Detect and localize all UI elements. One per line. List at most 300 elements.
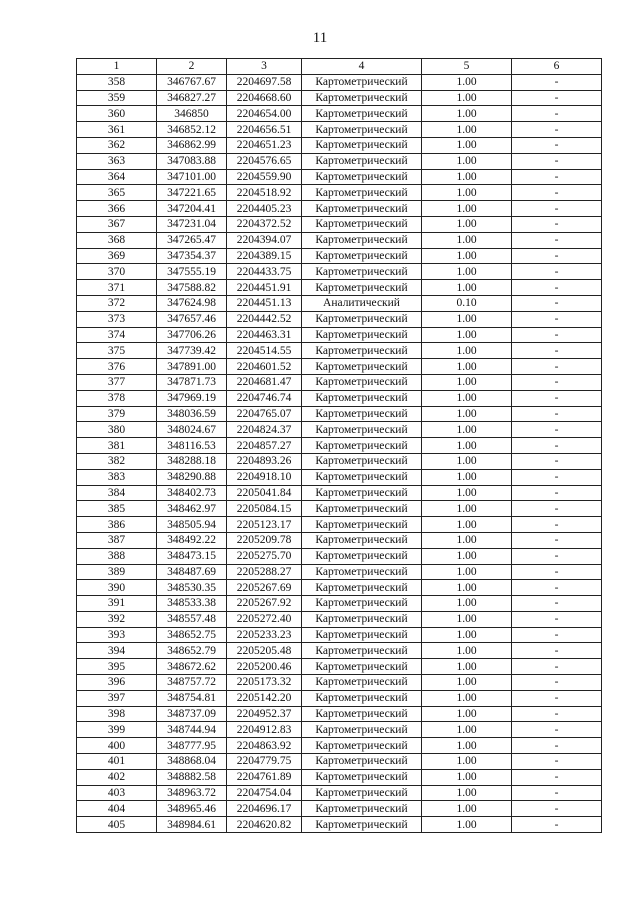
cell-y-coordinate: 2205084.15 [227, 501, 302, 517]
cell-x-coordinate: 348868.04 [157, 754, 227, 770]
cell-accuracy: 1.00 [422, 564, 512, 580]
cell-accuracy: 1.00 [422, 248, 512, 264]
cell-accuracy: 1.00 [422, 706, 512, 722]
cell-note: - [512, 643, 602, 659]
cell-note: - [512, 295, 602, 311]
table-row [77, 564, 602, 580]
table-row [77, 406, 602, 422]
cell-y-coordinate: 2204668.60 [227, 90, 302, 106]
cell-x-coordinate: 347265.47 [157, 232, 227, 248]
cell-accuracy: 1.00 [422, 754, 512, 770]
cell-point-number: 359 [77, 90, 157, 106]
table-row [77, 596, 602, 612]
cell-y-coordinate: 2205209.78 [227, 532, 302, 548]
cell-y-coordinate: 2204761.89 [227, 769, 302, 785]
cell-point-number: 360 [77, 106, 157, 122]
cell-note: - [512, 611, 602, 627]
cell-method: Картометрический [302, 738, 422, 754]
cell-x-coordinate: 348754.81 [157, 690, 227, 706]
cell-method: Картометрический [302, 122, 422, 138]
cell-accuracy: 1.00 [422, 643, 512, 659]
cell-note: - [512, 485, 602, 501]
table-row [77, 769, 602, 785]
cell-accuracy: 1.00 [422, 690, 512, 706]
cell-point-number: 372 [77, 295, 157, 311]
column-header: 4 [302, 59, 422, 75]
cell-x-coordinate: 348473.15 [157, 548, 227, 564]
cell-method: Картометрический [302, 754, 422, 770]
cell-accuracy: 1.00 [422, 675, 512, 691]
cell-x-coordinate: 347588.82 [157, 280, 227, 296]
table-row [77, 359, 602, 375]
cell-x-coordinate: 348672.62 [157, 659, 227, 675]
cell-accuracy: 1.00 [422, 185, 512, 201]
cell-method: Картометрический [302, 422, 422, 438]
cell-point-number: 358 [77, 74, 157, 90]
cell-method: Картометрический [302, 469, 422, 485]
page-number: 11 [312, 30, 328, 46]
cell-point-number: 398 [77, 706, 157, 722]
cell-y-coordinate: 2205233.23 [227, 627, 302, 643]
cell-x-coordinate: 348652.79 [157, 643, 227, 659]
cell-x-coordinate: 347871.73 [157, 374, 227, 390]
cell-x-coordinate: 347221.65 [157, 185, 227, 201]
cell-x-coordinate: 347969.19 [157, 390, 227, 406]
cell-method: Картометрический [302, 374, 422, 390]
cell-accuracy: 1.00 [422, 153, 512, 169]
cell-note: - [512, 438, 602, 454]
cell-y-coordinate: 2205272.40 [227, 611, 302, 627]
cell-note: - [512, 706, 602, 722]
table-row [77, 343, 602, 359]
cell-x-coordinate: 348963.72 [157, 785, 227, 801]
cell-x-coordinate: 348024.67 [157, 422, 227, 438]
table-row [77, 438, 602, 454]
cell-accuracy: 1.00 [422, 169, 512, 185]
cell-point-number: 396 [77, 675, 157, 691]
table-row [77, 754, 602, 770]
cell-y-coordinate: 2205275.70 [227, 548, 302, 564]
cell-x-coordinate: 348744.94 [157, 722, 227, 738]
cell-note: - [512, 264, 602, 280]
cell-method: Картометрический [302, 627, 422, 643]
cell-y-coordinate: 2204389.15 [227, 248, 302, 264]
cell-y-coordinate: 2204651.23 [227, 137, 302, 153]
cell-x-coordinate: 347354.37 [157, 248, 227, 264]
cell-y-coordinate: 2205123.17 [227, 517, 302, 533]
cell-accuracy: 1.00 [422, 580, 512, 596]
cell-x-coordinate: 348965.46 [157, 801, 227, 817]
cell-accuracy: 1.00 [422, 548, 512, 564]
cell-method: Картометрический [302, 517, 422, 533]
cell-y-coordinate: 2204576.65 [227, 153, 302, 169]
cell-note: - [512, 311, 602, 327]
cell-y-coordinate: 2204696.17 [227, 801, 302, 817]
cell-y-coordinate: 2204405.23 [227, 201, 302, 217]
cell-method: Картометрический [302, 801, 422, 817]
cell-y-coordinate: 2205267.92 [227, 596, 302, 612]
cell-note: - [512, 469, 602, 485]
cell-method: Картометрический [302, 343, 422, 359]
cell-method: Картометрический [302, 785, 422, 801]
cell-accuracy: 1.00 [422, 406, 512, 422]
table-row [77, 106, 602, 122]
cell-accuracy: 1.00 [422, 438, 512, 454]
table-row [77, 532, 602, 548]
cell-accuracy: 1.00 [422, 801, 512, 817]
cell-point-number: 381 [77, 438, 157, 454]
cell-point-number: 370 [77, 264, 157, 280]
cell-accuracy: 1.00 [422, 74, 512, 90]
cell-point-number: 374 [77, 327, 157, 343]
cell-point-number: 393 [77, 627, 157, 643]
cell-x-coordinate: 346850 [157, 106, 227, 122]
cell-accuracy: 1.00 [422, 627, 512, 643]
cell-method: Картометрический [302, 232, 422, 248]
cell-point-number: 362 [77, 137, 157, 153]
table-row [77, 137, 602, 153]
cell-note: - [512, 422, 602, 438]
coordinates-table [76, 58, 602, 833]
cell-y-coordinate: 2204451.91 [227, 280, 302, 296]
cell-y-coordinate: 2204912.83 [227, 722, 302, 738]
cell-x-coordinate: 347657.46 [157, 311, 227, 327]
cell-y-coordinate: 2205205.48 [227, 643, 302, 659]
cell-accuracy: 1.00 [422, 327, 512, 343]
cell-x-coordinate: 348530.35 [157, 580, 227, 596]
cell-x-coordinate: 348882.58 [157, 769, 227, 785]
cell-point-number: 377 [77, 374, 157, 390]
cell-accuracy: 1.00 [422, 122, 512, 138]
cell-method: Картометрический [302, 359, 422, 375]
cell-point-number: 378 [77, 390, 157, 406]
table-row [77, 517, 602, 533]
cell-x-coordinate: 348652.75 [157, 627, 227, 643]
cell-y-coordinate: 2205041.84 [227, 485, 302, 501]
cell-accuracy: 1.00 [422, 785, 512, 801]
cell-method: Картометрический [302, 675, 422, 691]
table-row [77, 485, 602, 501]
cell-point-number: 395 [77, 659, 157, 675]
cell-x-coordinate: 347101.00 [157, 169, 227, 185]
cell-method: Картометрический [302, 169, 422, 185]
cell-point-number: 388 [77, 548, 157, 564]
cell-accuracy: 1.00 [422, 517, 512, 533]
table-row [77, 422, 602, 438]
cell-point-number: 390 [77, 580, 157, 596]
cell-y-coordinate: 2204918.10 [227, 469, 302, 485]
cell-method: Картометрический [302, 485, 422, 501]
cell-note: - [512, 738, 602, 754]
cell-x-coordinate: 347231.04 [157, 216, 227, 232]
cell-method: Картометрический [302, 532, 422, 548]
cell-method: Картометрический [302, 453, 422, 469]
cell-note: - [512, 501, 602, 517]
table-row [77, 627, 602, 643]
cell-point-number: 368 [77, 232, 157, 248]
cell-y-coordinate: 2204620.82 [227, 817, 302, 833]
cell-point-number: 365 [77, 185, 157, 201]
cell-accuracy: 1.00 [422, 374, 512, 390]
cell-accuracy: 1.00 [422, 264, 512, 280]
cell-point-number: 389 [77, 564, 157, 580]
cell-y-coordinate: 2204656.51 [227, 122, 302, 138]
cell-y-coordinate: 2204824.37 [227, 422, 302, 438]
cell-note: - [512, 343, 602, 359]
cell-x-coordinate: 348116.53 [157, 438, 227, 454]
cell-method: Картометрический [302, 659, 422, 675]
table-row [77, 264, 602, 280]
table-row [77, 675, 602, 691]
cell-method: Картометрический [302, 548, 422, 564]
table-header-row [77, 59, 602, 75]
table-row [77, 611, 602, 627]
cell-method: Картометрический [302, 264, 422, 280]
cell-accuracy: 1.00 [422, 596, 512, 612]
cell-note: - [512, 374, 602, 390]
column-header: 2 [157, 59, 227, 75]
cell-x-coordinate: 348492.22 [157, 532, 227, 548]
cell-point-number: 369 [77, 248, 157, 264]
table-row [77, 374, 602, 390]
cell-note: - [512, 596, 602, 612]
cell-x-coordinate: 347624.98 [157, 295, 227, 311]
cell-note: - [512, 232, 602, 248]
cell-point-number: 394 [77, 643, 157, 659]
cell-x-coordinate: 348557.48 [157, 611, 227, 627]
cell-note: - [512, 122, 602, 138]
table-row [77, 469, 602, 485]
cell-y-coordinate: 2204765.07 [227, 406, 302, 422]
cell-y-coordinate: 2204893.26 [227, 453, 302, 469]
cell-point-number: 379 [77, 406, 157, 422]
cell-point-number: 363 [77, 153, 157, 169]
cell-method: Картометрический [302, 201, 422, 217]
cell-note: - [512, 517, 602, 533]
table-row [77, 690, 602, 706]
cell-x-coordinate: 348290.88 [157, 469, 227, 485]
cell-note: - [512, 769, 602, 785]
cell-point-number: 405 [77, 817, 157, 833]
table-row [77, 548, 602, 564]
table-row [77, 74, 602, 90]
cell-method: Картометрический [302, 611, 422, 627]
table-row [77, 643, 602, 659]
table-row [77, 501, 602, 517]
cell-point-number: 400 [77, 738, 157, 754]
cell-note: - [512, 532, 602, 548]
table-row [77, 801, 602, 817]
cell-y-coordinate: 2205288.27 [227, 564, 302, 580]
table-row [77, 169, 602, 185]
cell-method: Картометрический [302, 74, 422, 90]
table-row [77, 122, 602, 138]
cell-point-number: 384 [77, 485, 157, 501]
cell-accuracy: 1.00 [422, 532, 512, 548]
table-row [77, 295, 602, 311]
cell-point-number: 371 [77, 280, 157, 296]
cell-point-number: 367 [77, 216, 157, 232]
cell-accuracy: 1.00 [422, 659, 512, 675]
table-row [77, 738, 602, 754]
cell-x-coordinate: 346862.99 [157, 137, 227, 153]
cell-note: - [512, 627, 602, 643]
cell-note: - [512, 327, 602, 343]
cell-note: - [512, 801, 602, 817]
cell-method: Аналитический [302, 295, 422, 311]
cell-method: Картометрический [302, 216, 422, 232]
cell-note: - [512, 280, 602, 296]
cell-note: - [512, 722, 602, 738]
cell-note: - [512, 74, 602, 90]
column-header: 5 [422, 59, 512, 75]
cell-method: Картометрический [302, 564, 422, 580]
cell-point-number: 391 [77, 596, 157, 612]
cell-y-coordinate: 2204654.00 [227, 106, 302, 122]
table-row [77, 327, 602, 343]
cell-x-coordinate: 347083.88 [157, 153, 227, 169]
cell-accuracy: 0.10 [422, 295, 512, 311]
cell-point-number: 361 [77, 122, 157, 138]
cell-y-coordinate: 2204857.27 [227, 438, 302, 454]
cell-method: Картометрический [302, 501, 422, 517]
cell-x-coordinate: 348757.72 [157, 675, 227, 691]
table-row [77, 580, 602, 596]
cell-y-coordinate: 2205267.69 [227, 580, 302, 596]
cell-x-coordinate: 346852.12 [157, 122, 227, 138]
cell-accuracy: 1.00 [422, 485, 512, 501]
cell-accuracy: 1.00 [422, 216, 512, 232]
cell-method: Картометрический [302, 90, 422, 106]
cell-point-number: 385 [77, 501, 157, 517]
cell-note: - [512, 153, 602, 169]
cell-y-coordinate: 2204779.75 [227, 754, 302, 770]
cell-method: Картометрический [302, 311, 422, 327]
cell-note: - [512, 564, 602, 580]
cell-point-number: 383 [77, 469, 157, 485]
cell-accuracy: 1.00 [422, 201, 512, 217]
cell-accuracy: 1.00 [422, 359, 512, 375]
cell-x-coordinate: 348462.97 [157, 501, 227, 517]
cell-x-coordinate: 347555.19 [157, 264, 227, 280]
cell-x-coordinate: 348737.09 [157, 706, 227, 722]
cell-method: Картометрический [302, 280, 422, 296]
cell-accuracy: 1.00 [422, 611, 512, 627]
cell-y-coordinate: 2204559.90 [227, 169, 302, 185]
cell-method: Картометрический [302, 706, 422, 722]
cell-y-coordinate: 2205173.32 [227, 675, 302, 691]
cell-note: - [512, 201, 602, 217]
cell-y-coordinate: 2205200.46 [227, 659, 302, 675]
cell-x-coordinate: 348984.61 [157, 817, 227, 833]
cell-note: - [512, 406, 602, 422]
table-row [77, 817, 602, 833]
cell-note: - [512, 754, 602, 770]
cell-point-number: 376 [77, 359, 157, 375]
cell-x-coordinate: 348402.73 [157, 485, 227, 501]
cell-method: Картометрический [302, 390, 422, 406]
cell-accuracy: 1.00 [422, 106, 512, 122]
table-row [77, 390, 602, 406]
cell-method: Картометрический [302, 137, 422, 153]
cell-y-coordinate: 2204372.52 [227, 216, 302, 232]
cell-point-number: 366 [77, 201, 157, 217]
table-row [77, 785, 602, 801]
cell-accuracy: 1.00 [422, 722, 512, 738]
cell-accuracy: 1.00 [422, 501, 512, 517]
cell-method: Картометрический [302, 438, 422, 454]
cell-x-coordinate: 347204.41 [157, 201, 227, 217]
cell-note: - [512, 137, 602, 153]
cell-x-coordinate: 348487.69 [157, 564, 227, 580]
cell-method: Картометрический [302, 580, 422, 596]
cell-method: Картометрический [302, 153, 422, 169]
table-row [77, 90, 602, 106]
cell-point-number: 380 [77, 422, 157, 438]
column-header: 1 [77, 59, 157, 75]
cell-method: Картометрический [302, 690, 422, 706]
cell-accuracy: 1.00 [422, 453, 512, 469]
cell-x-coordinate: 348036.59 [157, 406, 227, 422]
cell-note: - [512, 580, 602, 596]
cell-method: Картометрический [302, 185, 422, 201]
cell-y-coordinate: 2204754.04 [227, 785, 302, 801]
cell-y-coordinate: 2204746.74 [227, 390, 302, 406]
cell-accuracy: 1.00 [422, 469, 512, 485]
cell-point-number: 375 [77, 343, 157, 359]
table-row [77, 185, 602, 201]
cell-method: Картометрический [302, 817, 422, 833]
table-body [77, 74, 602, 832]
cell-y-coordinate: 2204681.47 [227, 374, 302, 390]
cell-point-number: 404 [77, 801, 157, 817]
cell-note: - [512, 248, 602, 264]
cell-note: - [512, 359, 602, 375]
cell-accuracy: 1.00 [422, 343, 512, 359]
cell-note: - [512, 185, 602, 201]
cell-accuracy: 1.00 [422, 137, 512, 153]
cell-accuracy: 1.00 [422, 390, 512, 406]
cell-method: Картометрический [302, 248, 422, 264]
cell-note: - [512, 453, 602, 469]
column-header: 6 [512, 59, 602, 75]
cell-method: Картометрический [302, 596, 422, 612]
cell-point-number: 399 [77, 722, 157, 738]
table-row [77, 280, 602, 296]
cell-y-coordinate: 2204442.52 [227, 311, 302, 327]
cell-note: - [512, 216, 602, 232]
cell-point-number: 397 [77, 690, 157, 706]
cell-x-coordinate: 348533.38 [157, 596, 227, 612]
cell-x-coordinate: 348288.18 [157, 453, 227, 469]
cell-x-coordinate: 346827.27 [157, 90, 227, 106]
cell-point-number: 364 [77, 169, 157, 185]
cell-y-coordinate: 2204601.52 [227, 359, 302, 375]
cell-y-coordinate: 2204433.75 [227, 264, 302, 280]
cell-point-number: 373 [77, 311, 157, 327]
cell-x-coordinate: 346767.67 [157, 74, 227, 90]
cell-note: - [512, 169, 602, 185]
cell-accuracy: 1.00 [422, 817, 512, 833]
cell-method: Картометрический [302, 643, 422, 659]
cell-y-coordinate: 2204697.58 [227, 74, 302, 90]
cell-y-coordinate: 2204514.55 [227, 343, 302, 359]
cell-y-coordinate: 2204451.13 [227, 295, 302, 311]
cell-point-number: 403 [77, 785, 157, 801]
cell-note: - [512, 390, 602, 406]
table-row [77, 311, 602, 327]
cell-accuracy: 1.00 [422, 90, 512, 106]
